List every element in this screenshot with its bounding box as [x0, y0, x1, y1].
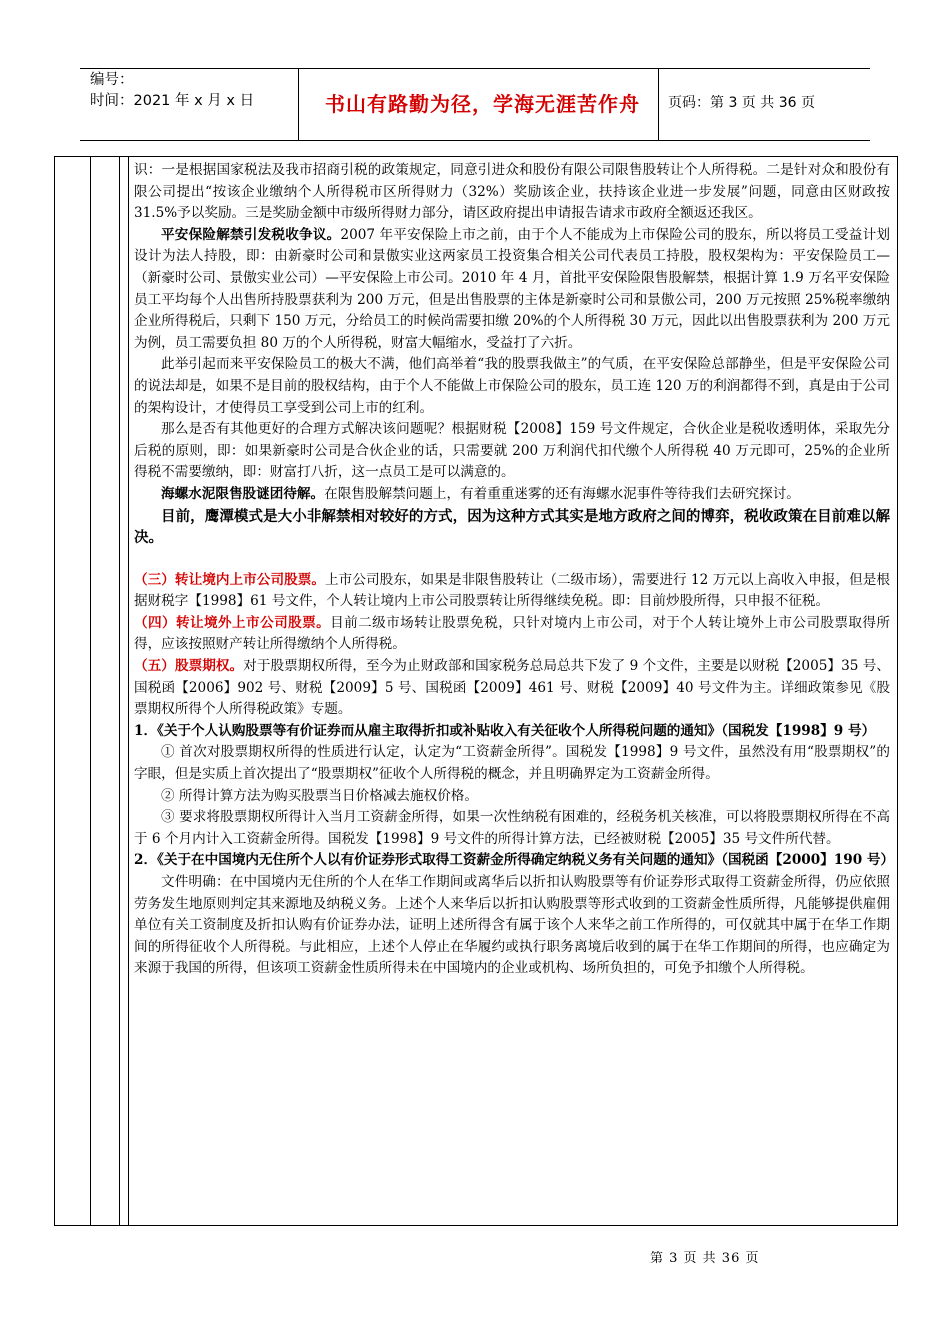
header-motto: 书山有路勤为径，学海无涯苦作舟 [325, 92, 640, 116]
paragraph [134, 225, 890, 355]
paragraph: 那么是否有其他更好的合理方式解决该问题呢？根据财税【2008】159 号文件规定，合伙企业是税收透明体，采取先分后税的原则，即：如果新豪时公司是合伙企业的话，只需要就 200 万利润代扣代缴个人所得税 40 万元即可，25%的企业所得税不需要缴纳，即：财富打八折，这一点员工是可以满意的。 [134, 421, 890, 481]
paragraph-text: 目前二级市场转让股票免税，只针对境内上市公司，对于个人转让境外上市公司股票取得所得，应该按照财产转让所得缴纳个人所得税。 [134, 614, 890, 653]
section-paragraph [134, 656, 890, 721]
paragraph: ③ 要求将股票期权所得计入当月工资薪金所得，如果一次性纳税有困难的，经税务机关核准，可以将股票期权所得在不高于 6 个月内计入工资薪金所得。国税发【1998】9 号文件的所得计算方法，已经被财税【2005】35 号文件所代替。 [134, 809, 890, 847]
document-body [134, 160, 895, 980]
paragraph: 此举引起而来平安保险员工的极大不满，他们高举着“我的股票我做主”的气质，在平安保险总部静坐，但是平安保险公司的说法却是，如果不是目前的股权结构，由于个人不能做上市保险公司的股东，员工连 120 万的利润都得不到，真是由于公司的架构设计，才使得员工享受到公司上市的红利。 [134, 356, 890, 416]
header-page-info: 页码：第 3 页 共 36 页 [668, 95, 815, 111]
subsection-heading: 1．《关于个人认购股票等有价证券而从雇主取得折扣或补贴收入有关征收个人所得税问题的通知》（国税发【1998】9 号） [134, 722, 876, 739]
section-paragraph [134, 570, 890, 613]
section-heading: （四）转让境外上市公司股票。 [134, 614, 331, 631]
bold-paragraph: 目前，鹰潭模式是大小非解禁相对较好的方式，因为这种方式其实是地方政府之间的博弈，税收政策在目前难以解决。 [134, 507, 890, 547]
paragraph: ② 所得计算方法为购买股票当日价格减去施权价格。 [161, 787, 478, 804]
table-column-divider [119, 157, 120, 1225]
paragraph-text: 在限售股解禁问题上，有着重重迷雾的还有海螺水泥事件等待我们去研究探讨。 [324, 485, 800, 502]
subsection-heading: 2．《关于在中国境内无住所个人以有价证券形式取得工资薪金所得确定纳税义务有关问题的通知》（国税函【2000】190 号） [134, 852, 895, 869]
bold-lead: 海螺水泥限售股谜团待解。 [161, 485, 325, 502]
table-column-divider [128, 157, 129, 1225]
header-time-label: 时间：2021 年 x 月 x 日 [90, 93, 255, 109]
paragraph: ① 首次对股票期权所得的性质进行认定，认定为“工资薪金所得”。国税发【1998】9 号文件，虽然没有用“股票期权”的字眼，但是实质上首次提出了“股票期权”征收个人所得税的概念，并且明确界定为工资薪金所得。 [134, 744, 890, 783]
paragraph: 文件明确：在中国境内无住所的个人在华工作期间或离华后以折扣认购股票等有价证券形式取得工资薪金所得，仍应依照劳务发生地原则判定其来源地及纳税义务。上述个人来华后以折扣认购股票等形式收到的工资薪金性质所得，凡能够提供雇佣单位有关工资制度及折扣认购有价证券办法，证明上述所得含有属于该个人来华之前工作所得的，可仅就其中属于在华工作期间的所得征收个人所得税。与此相应，上述个人停止在华履约或执行职务离境后收到的属于在华工作期间的所得，也应确定为来源于我国的所得，但该项工资薪金性质所得未在中国境内的企业或机构、场所负担的，可免予扣缴个人所得税。 [134, 874, 890, 977]
section-paragraph [134, 613, 890, 656]
paragraph-text: 上市公司股东，如果是非限售股转让（二级市场），需要进行 12 万元以上高收入申报，但是根据财税字【1998】61 号文件，个人转让境内上市公司股票转让所得继续免税。即：目前炒股所得，只申报不征税。 [134, 571, 891, 610]
header-divider [298, 68, 299, 140]
paragraph: 识：一是根据国家税法及我市招商引税的政策规定，同意引进众和股份有限公司限售股转让个人所得税。二是针对众和股份有限公司提出“按该企业缴纳个人所得税市区所得财力（32%）奖励该企业，扶持该企业进一步发展”问题，同意由区财政按 31.5%予以奖励。三是奖励金额中市级所得财力部分，请区政府提出申请报告请求市政府全额返还我区。 [134, 162, 890, 222]
spacer [134, 549, 890, 570]
header-number-label: 编号： [90, 72, 134, 88]
page-header [80, 68, 870, 140]
paragraph [134, 484, 890, 506]
page-footer: 第 3 页 共 36 页 [650, 1251, 760, 1266]
header-meta [90, 70, 254, 112]
header-bottom-rule [80, 140, 870, 141]
table-column-divider [90, 157, 91, 1225]
header-divider [658, 68, 659, 140]
header-top-rule [80, 68, 870, 69]
section-heading: （五）股票期权。 [134, 658, 244, 675]
paragraph-text: 2007 年平安保险上市之前，由于个人不能成为上市保险公司的股东，所以将员工受益计划设计为法人持股，即：由新豪时公司和景傲实业这两家员工投资集合相关公司代表员工持股，股权架构为：平安保险员工—（新豪时公司、景傲实业公司）—平安保险上市公司。2010 年 4 月，首批平安保险限售股解禁，根据计算 1.9 万名平安保险员工平均每个人出售所持股票获利为 200 万元，但是出售股票的主体是新豪时公司和景傲公司，200 万元按照 25%税率缴纳企业所得税后，只剩下 150 万元，分给员工的时候尚需要扣缴 20%的个人所得税 30 万元，因此以出售股票获利为 200 万元为例，员工需要负担 80 万的个人所得税，财富大幅缩水，受益打了六折。 [134, 226, 890, 351]
paragraph-text: 对于股票期权所得，至今为止财政部和国家税务总局总共下发了 9 个文件，主要是以财税【2005】35 号、国税函【2006】902 号、财税【2009】5 号、国税函【2009】461 号、财税【2009】40 号文件为主。详细政策参见《股票期权所得个人所得税政策》专题。 [134, 658, 890, 718]
bold-lead: 平安保险解禁引发税收争议。 [161, 226, 341, 243]
section-heading: （三）转让境内上市公司股票。 [134, 571, 326, 588]
